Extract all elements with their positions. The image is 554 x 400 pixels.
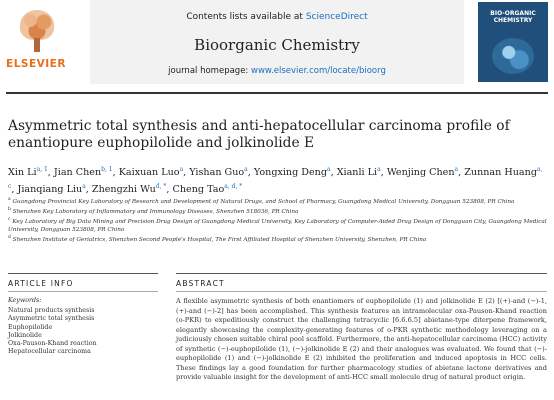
affiliation-item bbox=[8, 216, 548, 234]
article-info-divider bbox=[8, 273, 158, 274]
author-affiliation-mark[interactable]: a bbox=[454, 166, 459, 173]
keywords-divider bbox=[8, 291, 158, 292]
author-list bbox=[8, 163, 548, 197]
journal-masthead bbox=[90, 0, 464, 84]
author-separator: , bbox=[330, 167, 337, 179]
abstract-body: A flexible asymmetric synthesis of both enantiomers of euphopilolide (1) and jolkinolide E (2) [(+)-and (−)-1, (+)-and (−)-2] has been accomplished. This synthesis features an intramolecular oxa-Pauson-Khand reaction (o-PKR) to expeditiously construct the challenging tetracyclic [6.6.6.5] abietane-type diterpene framework, elegantly showcasing the complexity-generating features of o-PKR synthetic methodology leveraging on a judiciously chosen suitable chiral pool scaffold. Furthermore, the anti-hepatocellular carcinoma (HCC) activity of synthetic (−)-euphopilolide (1), (−)-jolkinolide E (2) and their analogues was evaluated. We found that (−)-euphopilolide (1) and (−)-jolkinolide E (2) inhibited the proliferation and induced apoptosis in HCC cells. These findings lay a good foundation for further pharmacology studies of abietane lactone derivatives and provide valuable insight for the development of anti-HCC small molecule drug of natural product origin. bbox=[176, 297, 547, 381]
elsevier-tree-icon bbox=[20, 10, 54, 54]
author-affiliation-mark[interactable]: a bbox=[179, 166, 184, 173]
affiliation-text: Shenzhen Institute of Geriatrics, Shenzhen Second People's Hospital, The First Affiliated Hospital of Shenzhen University, Shenzhen, PR China bbox=[10, 237, 427, 244]
sciencedirect-link[interactable]: ScienceDirect bbox=[305, 12, 368, 22]
keyword-item: Jolkinolide bbox=[8, 331, 42, 339]
abstract-heading: ABSTRACT bbox=[176, 279, 225, 288]
author-affiliation-mark[interactable]: a, d, * bbox=[224, 183, 243, 191]
homepage-prefix: journal homepage: bbox=[168, 66, 251, 76]
author-separator: , bbox=[380, 167, 387, 179]
author-separator: , bbox=[247, 167, 254, 179]
article-title: Asymmetric total synthesis and anti-hepatocellular carcinoma profile of enantiopure euphopilolide and jolkinolide E bbox=[8, 118, 510, 151]
affiliation-item bbox=[8, 196, 548, 206]
keyword-item: Asymmetric total synthesis bbox=[8, 315, 95, 323]
affiliation-list bbox=[8, 196, 548, 245]
elsevier-logo[interactable] bbox=[6, 10, 66, 76]
author-affiliation-mark[interactable]: d, * bbox=[155, 183, 167, 191]
author-affiliation-mark[interactable]: a bbox=[244, 166, 248, 173]
affiliation-mark: a bbox=[8, 197, 11, 202]
contents-line bbox=[90, 12, 464, 22]
contents-prefix: Contents lists available at bbox=[186, 12, 306, 22]
affiliation-text: Guangdong Provincial Key Laboratory of Research and Development of Natural Drugs, and School of Pharmacy, Guangdong Medical University, Dongguan 523808, PR China bbox=[10, 198, 515, 205]
author-name[interactable]: Jian Chen bbox=[53, 167, 102, 179]
author-separator: , bbox=[11, 184, 18, 196]
affiliation-text: Shenzhen Key Laboratory of Inflammatory and Immunology Diseases, Shenzhen 518036, PR China bbox=[10, 208, 299, 215]
author-name[interactable]: Yishan Guo bbox=[189, 167, 245, 179]
author-name[interactable]: Zunnan Huang bbox=[464, 167, 537, 179]
author-affiliation-mark[interactable]: a bbox=[327, 166, 331, 173]
affiliation-mark: b bbox=[8, 207, 11, 213]
keyword-item: Oxa-Pauson-Khand reaction bbox=[8, 340, 97, 348]
cover-art-image bbox=[492, 38, 534, 74]
author-name[interactable]: Xianli Li bbox=[336, 167, 378, 179]
author-separator: , bbox=[112, 167, 119, 179]
author-name[interactable]: Kaixuan Luo bbox=[118, 167, 180, 179]
keyword-item: Hepatocellular carcinoma bbox=[8, 348, 91, 356]
author-name[interactable]: Wenjing Chen bbox=[386, 167, 455, 179]
journal-cover-thumbnail[interactable] bbox=[478, 2, 548, 82]
affiliation-text: Key Laboratory of Big Data Mining and Precision Drug Design of Guangdong Medical University, Key Laboratory of Computer-Aided Drug Design of Dongguan City, Guangdong Medical University, Dongguan 523808, PR China bbox=[8, 219, 547, 234]
author-separator: , bbox=[183, 167, 190, 179]
keywords-label: Keywords: bbox=[8, 297, 42, 304]
keyword-list bbox=[8, 307, 158, 357]
author-separator: , bbox=[458, 167, 465, 179]
keyword-item: Euphopilolide bbox=[8, 323, 53, 331]
author-name[interactable]: Xin Li bbox=[8, 167, 37, 179]
journal-header bbox=[0, 0, 554, 84]
author-name[interactable]: Cheng Tao bbox=[172, 184, 225, 196]
author-affiliation-mark[interactable]: a, c bbox=[8, 166, 543, 191]
publisher-name: ELSEVIER bbox=[6, 58, 66, 70]
author-affiliation-mark[interactable]: b, 1 bbox=[101, 166, 113, 173]
author-affiliation-mark[interactable]: a bbox=[82, 183, 86, 191]
cover-title: BIO-ORGANIC CHEMISTRY bbox=[490, 10, 536, 24]
author-separator: , bbox=[166, 184, 173, 196]
author-separator: , bbox=[85, 184, 92, 196]
header-divider bbox=[6, 92, 548, 94]
author-name[interactable]: Zhengzhi Wu bbox=[91, 184, 156, 196]
abstract-divider bbox=[176, 273, 547, 274]
keyword-item: Natural products synthesis bbox=[8, 307, 95, 314]
affiliation-item bbox=[8, 206, 548, 216]
author-name[interactable]: Jianqiang Liu bbox=[17, 184, 83, 196]
author-affiliation-mark[interactable]: a bbox=[377, 166, 381, 173]
affiliation-mark: d bbox=[8, 235, 11, 241]
journal-homepage-link[interactable]: www.elsevier.com/locate/bioorg bbox=[251, 66, 386, 76]
article-info-heading: ARTICLE INFO bbox=[8, 279, 74, 288]
affiliation-mark: c bbox=[8, 217, 11, 223]
journal-title: Bioorganic Chemistry bbox=[194, 36, 360, 54]
affiliation-item bbox=[8, 234, 548, 244]
abstract-text-divider bbox=[176, 291, 547, 292]
homepage-line bbox=[90, 66, 464, 76]
author-name[interactable]: Yongxing Deng bbox=[253, 167, 327, 179]
author-affiliation-mark[interactable]: a, 1 bbox=[36, 166, 48, 173]
author-separator: , bbox=[47, 167, 54, 179]
